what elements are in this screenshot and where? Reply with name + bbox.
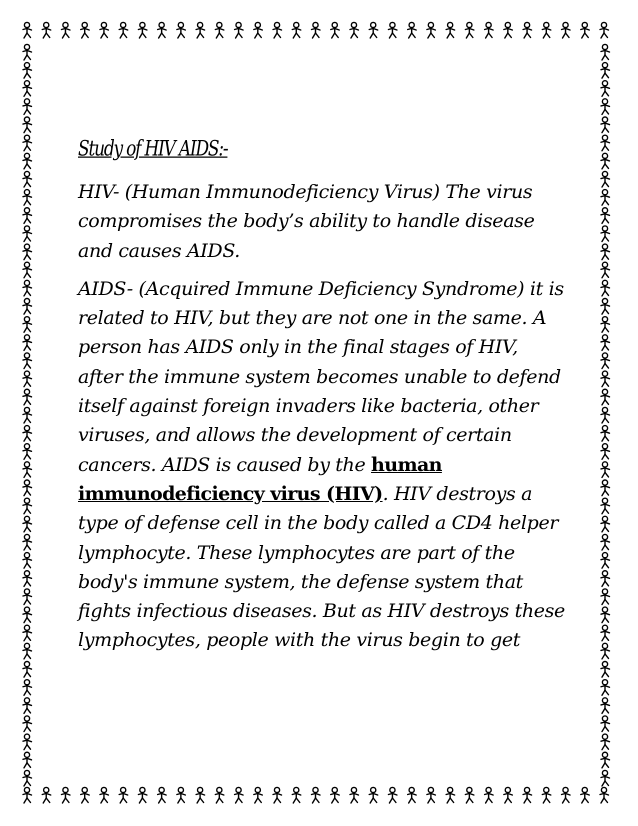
stick-figure-border-icon [23, 389, 32, 405]
stick-figure-border-icon [100, 787, 109, 803]
stick-figure-border-icon [601, 335, 610, 351]
stick-figure-border-icon [235, 22, 244, 38]
stick-figure-border-icon [23, 135, 32, 151]
stick-figure-border-icon [601, 480, 610, 496]
stick-figure-border-icon [601, 244, 610, 260]
stick-figure-border-icon [601, 716, 610, 732]
stick-figure-border-icon [23, 81, 32, 97]
stick-figure-border-icon [23, 716, 32, 732]
stick-figure-border-icon [601, 407, 610, 423]
stick-figure-border-icon [601, 498, 610, 514]
stick-figure-border-icon [215, 787, 224, 803]
stick-figure-border-icon [23, 752, 32, 768]
stick-figure-border-icon [61, 22, 70, 38]
stick-figure-border-icon [601, 371, 610, 387]
stick-figure-border-icon [408, 22, 417, 38]
stick-figure-border-icon [601, 698, 610, 714]
stick-figure-border-icon [23, 99, 32, 115]
stick-figure-border-icon [23, 462, 32, 478]
stick-figure-border-icon [601, 317, 610, 333]
stick-figure-border-icon [158, 787, 167, 803]
stick-figure-border-icon [369, 787, 378, 803]
stick-figure-border-icon [601, 280, 610, 296]
document-body [78, 134, 568, 656]
stick-figure-border-icon [388, 787, 397, 803]
stick-figure-border-icon [601, 81, 610, 97]
stick-figure-border-icon [23, 607, 32, 623]
stick-figure-border-icon [23, 171, 32, 187]
stick-figure-border-icon [601, 534, 610, 550]
stick-figure-border-icon [23, 353, 32, 369]
stick-figure-border-icon [42, 22, 51, 38]
stick-figure-border-icon [427, 787, 436, 803]
stick-figure-border-icon [23, 516, 32, 532]
stick-figure-border-icon [601, 643, 610, 659]
stick-figure-border-icon [504, 787, 513, 803]
stick-figure-border-icon [601, 589, 610, 605]
paragraph-aids-intro: AIDS- (Acquired Immune Deficiency Syndrome) it is related to HIV, but they are not one in the same. A person has AIDS only in the final stages of HIV, after the immune system becomes unable to defend itself against foreign invaders like bacteria, other viruses, and allows the development of certain cancers. AIDS is caused by the [78, 277, 564, 476]
stick-figure-border-icon [23, 770, 32, 786]
stick-figure-border-icon [581, 22, 590, 38]
stick-figure-border-icon [601, 516, 610, 532]
stick-figure-border-icon [273, 22, 282, 38]
stick-figure-border-icon [350, 787, 359, 803]
stick-figure-border-icon [350, 22, 359, 38]
stick-figure-border-icon [23, 625, 32, 641]
stick-figure-border-icon [331, 22, 340, 38]
stick-figure-border-icon [601, 571, 610, 587]
stick-figure-border-icon [23, 244, 32, 260]
stick-figure-border-icon [562, 787, 571, 803]
stick-figure-border-icon [23, 63, 32, 79]
stick-figure-border-icon [23, 480, 32, 496]
stick-figure-border-icon [388, 22, 397, 38]
stick-figure-border-icon [601, 153, 610, 169]
stick-figure-border-icon [23, 589, 32, 605]
stick-figure-border-icon [601, 226, 610, 242]
stick-figure-border-icon [601, 389, 610, 405]
stick-figure-border-icon [523, 787, 532, 803]
stick-figure-border-icon [23, 553, 32, 569]
stick-figure-border-icon [23, 444, 32, 460]
stick-figure-border-icon [601, 117, 610, 133]
stick-figure-border-icon [23, 22, 32, 38]
stick-figure-border-icon [23, 426, 32, 442]
stick-figure-border-icon [312, 787, 321, 803]
stick-figure-border-icon [601, 171, 610, 187]
stick-figure-border-icon [119, 22, 128, 38]
stick-figure-border-icon [254, 22, 262, 38]
stick-figure-border-icon [485, 787, 494, 803]
stick-figure-border-icon [581, 787, 590, 803]
stick-figure-border-icon [601, 299, 610, 315]
stick-figure-border-icon [23, 262, 32, 278]
stick-figure-border-icon [601, 353, 610, 369]
stick-figure-border-icon [254, 787, 262, 803]
stick-figure-border-icon [331, 787, 340, 803]
stick-figure-border-icon [138, 22, 147, 38]
stick-figure-border-icon [562, 22, 571, 38]
stick-figure-border-icon [23, 117, 32, 133]
stick-figure-border-icon [23, 698, 32, 714]
stick-figure-border-icon [23, 226, 32, 242]
stick-figure-border-icon [601, 63, 610, 79]
page-title: Study of HIV AIDS:- [78, 136, 228, 162]
stick-figure-border-icon [273, 787, 282, 803]
stick-figure-border-icon [138, 787, 147, 803]
paragraph-aids [78, 275, 568, 656]
stick-figure-border-icon [23, 407, 32, 423]
stick-figure-border-icon [23, 571, 32, 587]
stick-figure-border-icon [312, 22, 321, 38]
stick-figure-border-icon [446, 22, 455, 38]
stick-figure-border-icon [601, 44, 610, 60]
stick-figure-border-icon [601, 553, 610, 569]
stick-figure-border-icon [23, 643, 32, 659]
stick-figure-border-icon [196, 787, 205, 803]
stick-figure-border-icon [100, 22, 109, 38]
stick-figure-border-icon [601, 625, 610, 641]
stick-figure-border-icon [196, 22, 205, 38]
stick-figure-border-icon [215, 22, 224, 38]
stick-figure-border-icon [601, 662, 610, 678]
stick-figure-border-icon [601, 770, 610, 786]
stick-figure-border-icon [177, 22, 186, 38]
stick-figure-border-icon [81, 787, 90, 803]
stick-figure-border-icon [446, 787, 455, 803]
stick-figure-border-icon [600, 22, 609, 38]
stick-figure-border-icon [523, 22, 532, 38]
stick-figure-border-icon [601, 680, 610, 696]
stick-figure-border-icon [601, 99, 610, 115]
paragraph-aids-rest: . HIV destroys a type of defense cell in the body called a CD4 helper lymphocyte. These lymphocytes are part of the body's immune system, the defense system that fights infectious diseases. But as HIV destroys these lymphocytes, people with the virus begin to get [78, 482, 565, 652]
stick-figure-border-icon [601, 208, 610, 224]
stick-figure-border-icon [23, 190, 32, 206]
stick-figure-border-icon [23, 153, 32, 169]
stick-figure-border-icon [235, 787, 244, 803]
stick-figure-border-icon [23, 317, 32, 333]
stick-figure-border-icon [23, 734, 32, 750]
stick-figure-border-icon [42, 787, 51, 803]
stick-figure-border-icon [601, 444, 610, 460]
stick-figure-border-icon [601, 462, 610, 478]
stick-figure-border-icon [158, 22, 167, 38]
stick-figure-border-icon [23, 335, 32, 351]
stick-figure-border-icon [23, 498, 32, 514]
stick-figure-border-icon [81, 22, 90, 38]
stick-figure-border-icon [61, 787, 70, 803]
hiv-link[interactable]: human immunodeficiency virus (HIV) [78, 453, 442, 505]
paragraph-hiv: HIV- (Human Immunodeficiency Virus) The virus compromises the body’s ability to handle disease and causes AIDS. [78, 181, 535, 262]
stick-figure-border-icon [465, 22, 474, 38]
stick-figure-border-icon [292, 22, 301, 38]
stick-figure-border-icon [504, 22, 513, 38]
stick-figure-border-icon [408, 787, 417, 803]
stick-figure-border-icon [23, 534, 32, 550]
stick-figure-border-icon [465, 787, 474, 803]
stick-figure-border-icon [601, 426, 610, 442]
stick-figure-border-icon [177, 787, 186, 803]
stick-figure-border-icon [601, 607, 610, 623]
stick-figure-border-icon [292, 787, 301, 803]
stick-figure-border-icon [427, 22, 436, 38]
stick-figure-border-icon [23, 208, 32, 224]
stick-figure-border-icon [601, 135, 610, 151]
stick-figure-border-icon [23, 280, 32, 296]
stick-figure-border-icon [600, 787, 609, 803]
stick-figure-border-icon [119, 787, 128, 803]
stick-figure-border-icon [23, 662, 32, 678]
stick-figure-border-icon [601, 752, 610, 768]
stick-figure-border-icon [601, 190, 610, 206]
stick-figure-border-icon [23, 44, 32, 60]
stick-figure-border-icon [542, 22, 551, 38]
stick-figure-border-icon [542, 787, 551, 803]
stick-figure-border-icon [23, 680, 32, 696]
stick-figure-border-icon [485, 22, 494, 38]
stick-figure-border-icon [23, 299, 32, 315]
stick-figure-border-icon [23, 787, 32, 803]
stick-figure-border-icon [601, 262, 610, 278]
stick-figure-border-icon [23, 371, 32, 387]
stick-figure-border-icon [369, 22, 378, 38]
stick-figure-border-icon [601, 734, 610, 750]
